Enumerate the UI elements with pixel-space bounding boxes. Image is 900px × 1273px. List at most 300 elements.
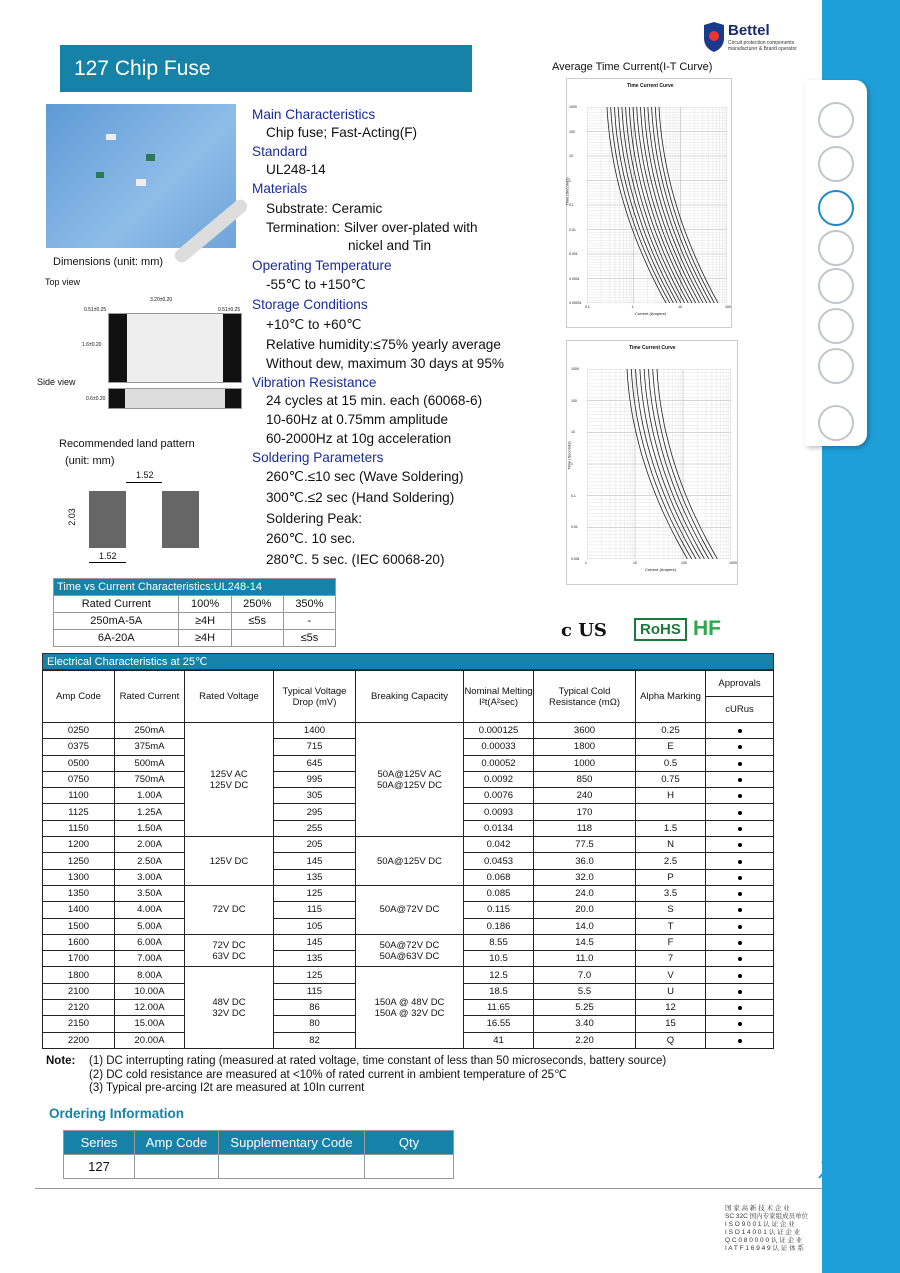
approval-dot: [738, 778, 742, 782]
table-cell: 1100: [43, 788, 115, 804]
tc-header: 100%: [179, 596, 231, 613]
table-cell: 80: [274, 1016, 356, 1032]
tick-label: 100: [569, 129, 575, 134]
table-cell: 0.0092: [464, 771, 534, 787]
table-cell: 2200: [43, 1032, 115, 1048]
table-cell: 41: [464, 1032, 534, 1048]
plug-icon[interactable]: [818, 268, 854, 304]
table-cell: 2120: [43, 1000, 115, 1016]
table-cell: [706, 837, 774, 853]
terminal-left: [109, 389, 125, 408]
tick-label: 1: [631, 305, 634, 309]
approval-dot: [738, 990, 742, 994]
tick-label: 100: [681, 561, 687, 565]
chart1-ylabel: Time (Seconds): [564, 177, 570, 206]
col-rated-voltage: Rated Voltage: [185, 671, 274, 723]
col-i2t: Nominal Melting I²t(A²sec): [464, 671, 534, 723]
chip-top-view: [108, 313, 242, 383]
electrical-table: [42, 670, 774, 1049]
land-heading: Recommended land pattern: [59, 438, 195, 450]
table-cell: 8.55: [464, 934, 534, 950]
spec-line: -55℃ to +150℃: [266, 277, 366, 292]
table-cell: 3.40: [534, 1016, 636, 1032]
table-cell: V: [636, 967, 706, 983]
table-cell: 10.00A: [115, 983, 185, 999]
tc-cell: 250mA-5A: [54, 613, 179, 630]
tick-label: 1000: [569, 105, 577, 109]
table-cell: 14.0: [534, 918, 636, 934]
spec-line: Chip fuse; Fast-Acting(F): [266, 125, 418, 140]
note-line: (1) DC interrupting rating (measured at rated voltage, time constant of less than 50 microseconds, battery source): [89, 1055, 667, 1067]
table-cell: [706, 918, 774, 934]
table-cell: N: [636, 837, 706, 853]
thermal-icon[interactable]: [818, 230, 854, 266]
table-cell: 10.5: [464, 951, 534, 967]
table-cell: [706, 1000, 774, 1016]
note-label: Note:: [46, 1055, 76, 1067]
tick-label: 0.1: [569, 203, 574, 207]
approval-dot: [738, 745, 742, 749]
table-cell: H: [636, 788, 706, 804]
spec-line: Termination: Silver over-plated with: [266, 220, 478, 235]
dim-term-left: 0.51±0.25: [84, 307, 107, 313]
tc-cell: 6A-20A: [54, 630, 179, 647]
approval-dot: [738, 1039, 742, 1043]
table-cell: [185, 885, 274, 934]
table-cell: [706, 902, 774, 918]
approval-dot: [738, 1022, 742, 1026]
product-photo: [46, 104, 236, 248]
table-cell: 850: [534, 771, 636, 787]
table-cell: 14.5: [534, 934, 636, 950]
tick-label: 0.01: [571, 525, 578, 530]
table-cell: [706, 1032, 774, 1048]
footer-line: I S O 9 0 0 1 认 证 企 业: [725, 1221, 795, 1228]
table-cell: 115: [274, 983, 356, 999]
approval-dot: [738, 941, 742, 945]
table-cell: 2150: [43, 1016, 115, 1032]
table-cell: 6.00A: [115, 934, 185, 950]
table-cell: 105: [274, 918, 356, 934]
spec-heading: Operating Temperature: [252, 258, 392, 273]
table-cell: 295: [274, 804, 356, 820]
table-cell: 3.5: [636, 885, 706, 901]
table-cell: 1000: [534, 755, 636, 771]
chart1-plot: [587, 107, 727, 303]
dims-heading: Dimensions (unit: mm): [53, 256, 164, 268]
voltage-line: 48V DC: [212, 996, 246, 1008]
table-cell: 0.068: [464, 869, 534, 885]
voltage-line: 72V DC: [212, 939, 246, 951]
table-cell: 2.5: [636, 853, 706, 869]
table-cell: 0500: [43, 755, 115, 771]
tc-title: Time vs Current Characteristics:UL248-14: [54, 579, 336, 596]
tick-label: 10: [633, 561, 637, 565]
table-cell: 305: [274, 788, 356, 804]
footer-line: 国 家 高 新 技 术 企 业: [725, 1205, 790, 1212]
table-cell: 500mA: [115, 755, 185, 771]
land-pad-height: 2.03: [66, 508, 77, 526]
it-curve-chart-2: [566, 340, 738, 585]
voltage-line: 125V DC: [209, 779, 249, 791]
electrical-table-section: [42, 653, 774, 1049]
table-cell: U: [636, 983, 706, 999]
spec-heading: Main Characteristics: [252, 107, 376, 122]
table-cell: [706, 820, 774, 836]
spec-line: 260℃.≤10 sec (Wave Soldering): [266, 469, 464, 484]
table-cell: [706, 755, 774, 771]
tick-label: 0.1: [571, 493, 576, 498]
table-cell: 125: [274, 967, 356, 983]
table-row: [43, 885, 774, 901]
table-cell: 0750: [43, 771, 115, 787]
table-cell: S: [636, 902, 706, 918]
table-cell: 135: [274, 951, 356, 967]
tc-cell: -: [283, 613, 335, 630]
table-cell: 16.55: [464, 1016, 534, 1032]
table-cell: 1125: [43, 804, 115, 820]
table-cell: 77.5: [534, 837, 636, 853]
table-cell: [706, 739, 774, 755]
table-cell: [706, 853, 774, 869]
table-cell: [706, 869, 774, 885]
table-cell: 375mA: [115, 739, 185, 755]
table-cell: 1400: [43, 902, 115, 918]
table-cell: [185, 934, 274, 967]
pen-image: [172, 197, 250, 266]
terminal-right: [223, 314, 241, 382]
table-cell: 145: [274, 853, 356, 869]
table-cell: 1.5: [636, 820, 706, 836]
table-cell: 1400: [274, 723, 356, 739]
table-cell: 2.50A: [115, 853, 185, 869]
footer-line: I S O 1 4 0 0 1 认 证 企 业: [725, 1229, 801, 1236]
order-cell: [219, 1155, 365, 1179]
breaking-line: 50A@72V DC: [379, 939, 440, 951]
footer-line: I A T F 1 6 9 4 9 认 证 体 系: [725, 1245, 804, 1252]
tick-label: 1: [585, 561, 587, 565]
order-cell: 127: [64, 1155, 135, 1179]
table-cell: 0.186: [464, 918, 534, 934]
chart2-ylabel: Time (Seconds): [566, 441, 572, 470]
approval-dot: [738, 794, 742, 798]
order-cell: [135, 1155, 219, 1179]
spec-line: 300℃.≤2 sec (Hand Soldering): [266, 490, 455, 505]
chip-image: [136, 179, 146, 186]
table-cell: 32.0: [534, 869, 636, 885]
spec-line: Soldering Peak:: [266, 511, 362, 526]
footer-certs: [725, 1205, 808, 1253]
globe-icon[interactable]: [818, 405, 854, 441]
chart1-title: Time Current Curve: [627, 83, 674, 89]
table-cell: 0250: [43, 723, 115, 739]
approval-dot: [738, 876, 742, 880]
book-icon[interactable]: [818, 146, 854, 182]
breaking-line: 50A@63V DC: [379, 950, 440, 962]
footer-divider: [35, 1188, 822, 1189]
table-row: [43, 934, 774, 950]
table-cell: 1600: [43, 934, 115, 950]
note-line: (3) Typical pre-arcing I2t are measured at 10In current: [89, 1082, 365, 1094]
table-cell: 20.0: [534, 902, 636, 918]
table-cell: [706, 885, 774, 901]
chart2-plot: [587, 369, 731, 559]
table-cell: 20.00A: [115, 1032, 185, 1048]
land-pad-left: [89, 491, 126, 548]
table-cell: F: [636, 934, 706, 950]
breaking-line: 50A@125V DC: [376, 855, 443, 867]
land-pad-right: [162, 491, 199, 548]
table-cell: Q: [636, 1032, 706, 1048]
table-cell: 0.085: [464, 885, 534, 901]
col-rated-current: Rated Current: [115, 671, 185, 723]
table-cell: 118: [534, 820, 636, 836]
table-cell: 0.115: [464, 902, 534, 918]
table-cell: 5.00A: [115, 918, 185, 934]
table-cell: [636, 804, 706, 820]
tick-label: 0.01: [569, 227, 576, 232]
tick-label: 100: [725, 305, 731, 309]
terminal-left: [109, 314, 127, 382]
table-cell: 170: [534, 804, 636, 820]
table-cell: 240: [534, 788, 636, 804]
voltage-line: 32V DC: [212, 1007, 246, 1019]
table-cell: 11.0: [534, 951, 636, 967]
voltage-line: 125V DC: [209, 855, 249, 867]
table-cell: 15.00A: [115, 1016, 185, 1032]
dim-width: 1.6±0.20: [82, 342, 102, 348]
table-cell: [356, 934, 464, 967]
table-cell: 5.5: [534, 983, 636, 999]
fuse-icon[interactable]: [818, 190, 854, 226]
col-breaking: Breaking Capacity: [356, 671, 464, 723]
table-cell: 24.0: [534, 885, 636, 901]
time-current-table: [53, 578, 336, 647]
tick-label: 1: [569, 178, 571, 183]
table-cell: 715: [274, 739, 356, 755]
tc-cell: ≤5s: [231, 613, 283, 630]
table-cell: [706, 771, 774, 787]
table-cell: 11.65: [464, 1000, 534, 1016]
voltage-line: 72V DC: [212, 904, 246, 916]
table-cell: 645: [274, 755, 356, 771]
table-cell: 12: [636, 1000, 706, 1016]
spec-line: 24 cycles at 15 min. each (60068-6): [266, 393, 483, 408]
tick-label: 1000: [571, 367, 579, 371]
chip-side-view: [108, 388, 242, 409]
table-cell: 1300: [43, 869, 115, 885]
table-cell: 1800: [534, 739, 636, 755]
table-cell: 1700: [43, 951, 115, 967]
breaking-line: 50A@72V DC: [379, 904, 440, 916]
table-cell: 1.25A: [115, 804, 185, 820]
table-cell: 0.0076: [464, 788, 534, 804]
table-cell: 0375: [43, 739, 115, 755]
tc-header: Rated Current: [54, 596, 179, 613]
order-header: Amp Code: [135, 1131, 219, 1155]
table-cell: 12.00A: [115, 1000, 185, 1016]
table-cell: 86: [274, 1000, 356, 1016]
tc-cell: [231, 630, 283, 647]
order-header: Series: [64, 1131, 135, 1155]
terminal-right: [225, 389, 241, 408]
table-cell: 82: [274, 1032, 356, 1048]
table-cell: 995: [274, 771, 356, 787]
table-cell: [356, 885, 464, 934]
tick-label: 10: [569, 154, 573, 158]
spec-heading: Vibration Resistance: [252, 375, 377, 390]
spec-heading: Soldering Parameters: [252, 450, 384, 465]
table-cell: 750mA: [115, 771, 185, 787]
table-cell: 2.00A: [115, 837, 185, 853]
approval-dot: [738, 729, 742, 733]
table-cell: 0.0134: [464, 820, 534, 836]
shield-icon: [702, 22, 726, 52]
logo-brand: Bettel: [728, 22, 770, 39]
table-cell: E: [636, 739, 706, 755]
rohs-badge: RoHS: [634, 618, 687, 641]
gap-dim-line: [126, 482, 162, 483]
approval-dot: [738, 860, 742, 864]
table-cell: [706, 951, 774, 967]
land-unit: (unit: mm): [65, 455, 115, 467]
chart1-xlabel: Current (Ampere): [635, 311, 667, 316]
table-cell: 3600: [534, 723, 636, 739]
table-cell: [356, 967, 464, 1048]
table-cell: 255: [274, 820, 356, 836]
footer-line: SC 32C 国内专家组成员单位: [725, 1213, 809, 1220]
triangle-icon[interactable]: [818, 102, 854, 138]
land-gap: 1.52: [136, 470, 154, 480]
logo-sub1: Circuit protection components: [728, 40, 795, 46]
table-cell: 8.00A: [115, 967, 185, 983]
spec-line: 280℃. 5 sec. (IEC 60068-20): [266, 552, 445, 567]
col-resistance: Typical Cold Resistance (mΩ): [534, 671, 636, 723]
top-view-label: Top view: [45, 277, 81, 287]
table-cell: 0.000125: [464, 723, 534, 739]
approval-dot: [738, 811, 742, 815]
note-line: (2) DC cold resistance are measured at <10% of rated current in ambient temperature of 25℃: [89, 1068, 567, 1081]
table-cell: 1.00A: [115, 788, 185, 804]
approval-dot: [738, 762, 742, 766]
col-amp-code: Amp Code: [43, 671, 115, 723]
table-cell: 0.0093: [464, 804, 534, 820]
table-cell: [185, 723, 274, 837]
spec-line: UL248-14: [266, 162, 326, 177]
elec-title: Electrical Characteristics at 25℃: [42, 653, 774, 670]
tick-label: 1: [571, 462, 573, 466]
table-cell: 7: [636, 951, 706, 967]
col-curus: cURus: [706, 697, 774, 723]
table-cell: [706, 983, 774, 999]
table-cell: 1150: [43, 820, 115, 836]
tick-label: 100: [571, 398, 577, 403]
lightning-icon: [815, 1140, 845, 1180]
table-cell: [706, 1016, 774, 1032]
table-cell: 36.0: [534, 853, 636, 869]
side-view-label: Side view: [37, 377, 76, 387]
spec-heading: Materials: [252, 181, 308, 196]
table-cell: 1800: [43, 967, 115, 983]
approval-dot: [738, 1006, 742, 1010]
table-cell: [706, 723, 774, 739]
tick-label: 10: [571, 430, 575, 435]
approval-dot: [738, 908, 742, 912]
table-cell: [706, 788, 774, 804]
table-cell: 0.0453: [464, 853, 534, 869]
table-cell: 12.5: [464, 967, 534, 983]
ordering-table: [63, 1130, 454, 1179]
table-cell: [356, 723, 464, 837]
breaking-line: 150A @ 32V DC: [374, 1007, 445, 1019]
table-cell: 7.00A: [115, 951, 185, 967]
table-cell: 0.00052: [464, 755, 534, 771]
col-voltage-drop: Typical Voltage Drop (mV): [274, 671, 356, 723]
table-cell: [706, 934, 774, 950]
spec-heading: Storage Conditions: [252, 297, 368, 312]
table-cell: 135: [274, 869, 356, 885]
approval-dot: [738, 957, 742, 961]
table-cell: 1200: [43, 837, 115, 853]
page-title: 127 Chip Fuse: [74, 57, 211, 80]
chip-image: [146, 154, 155, 161]
table-cell: 2.20: [534, 1032, 636, 1048]
order-cell: [365, 1155, 454, 1179]
footer-line: Q C 0 8 0 0 0 0 认 证 企 业: [725, 1237, 803, 1244]
table-row: [43, 837, 774, 853]
approval-dot: [738, 925, 742, 929]
dim-height: 0.6±0.20: [86, 396, 106, 402]
table-cell: [185, 837, 274, 886]
table-cell: 5.25: [534, 1000, 636, 1016]
it-curve-chart-1: [566, 78, 732, 328]
chip-image: [96, 172, 104, 178]
col-alpha: Alpha Marking: [636, 671, 706, 723]
tick-label: 10: [678, 305, 683, 309]
order-header: Supplementary Code: [219, 1131, 365, 1155]
hf-badge: HF: [693, 617, 721, 640]
tick-label: 0.00001: [569, 301, 582, 305]
chip-image: [106, 134, 116, 140]
approval-dot: [738, 892, 742, 896]
tc-cell: ≤5s: [283, 630, 335, 647]
spec-line: 10-60Hz at 0.75mm amplitude: [266, 412, 449, 427]
spec-line: Without dew, maximum 30 days at 95%: [266, 356, 504, 371]
chart2-title: Time Current Curve: [629, 345, 676, 351]
table-cell: T: [636, 918, 706, 934]
tick-label: 0.001: [569, 252, 578, 256]
table-cell: 145: [274, 934, 356, 950]
table-cell: 15: [636, 1016, 706, 1032]
lamp-icon[interactable]: [818, 308, 854, 344]
table-cell: 0.25: [636, 723, 706, 739]
table-cell: 7.0: [534, 967, 636, 983]
table-cell: 0.75: [636, 771, 706, 787]
spec-line: 260℃. 10 sec.: [266, 531, 356, 546]
coil-icon[interactable]: [818, 348, 854, 384]
table-cell: 1350: [43, 885, 115, 901]
col-approvals: Approvals: [706, 671, 774, 697]
table-cell: 1500: [43, 918, 115, 934]
tick-label: 0.1: [585, 305, 590, 309]
title-bar: [60, 45, 472, 92]
table-cell: [185, 967, 274, 1048]
spec-line: nickel and Tin: [348, 238, 432, 253]
tick-label: 1000: [729, 561, 737, 565]
voltage-line: 125V AC: [210, 768, 248, 780]
tc-header: 350%: [283, 596, 335, 613]
tc-cell: ≥4H: [179, 613, 231, 630]
